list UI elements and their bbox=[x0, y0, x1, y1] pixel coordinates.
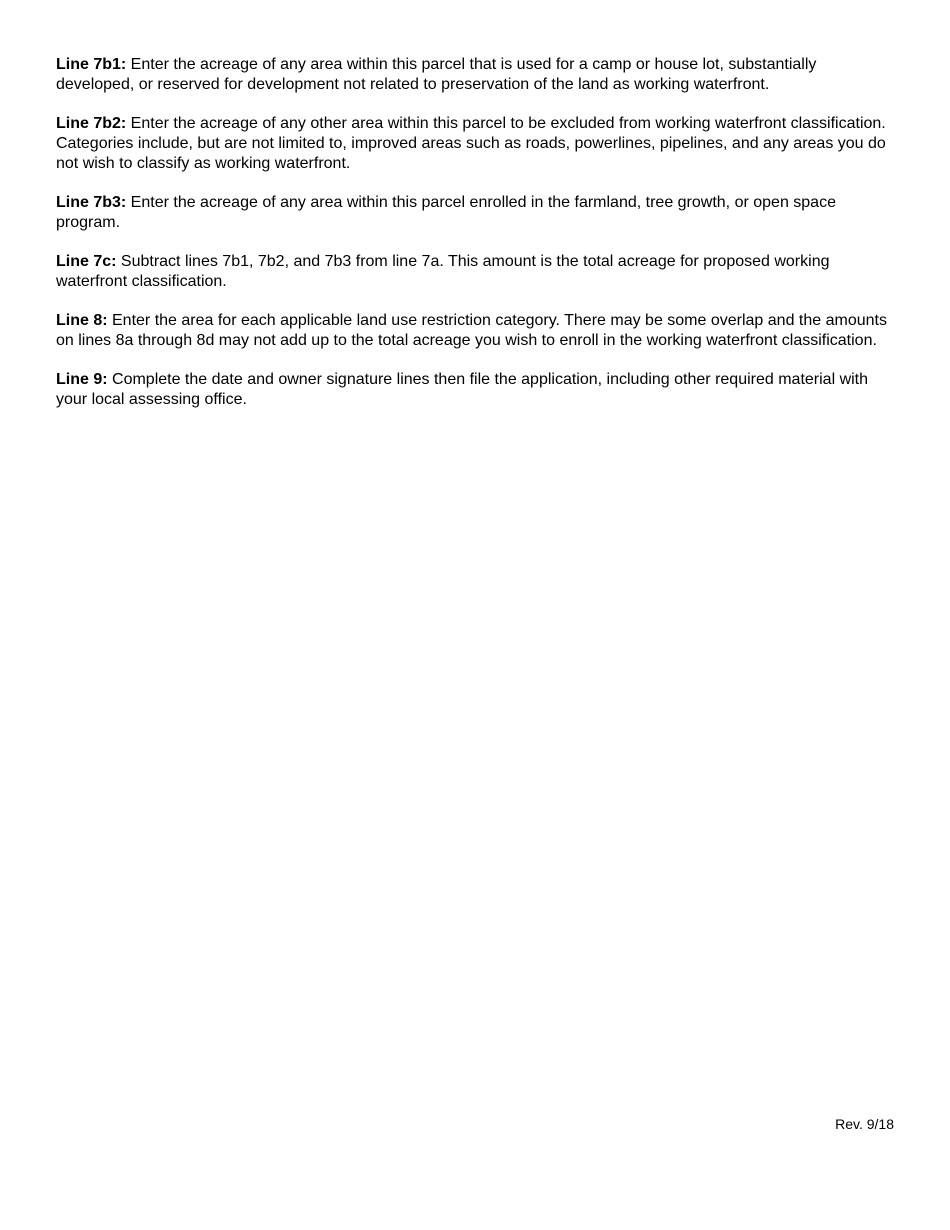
instruction-text: Enter the acreage of any area within this parcel enrolled in the farmland, tree growth, or open space program. bbox=[56, 194, 836, 231]
instruction-text: Enter the acreage of any other area within this parcel to be excluded from working waterfront classification. Categories include, but are not limited to, improved areas such as roads, powerlines, pipelines, and any areas you do not wish to classify as working waterfront. bbox=[56, 115, 886, 172]
instruction-line-7b3 bbox=[56, 193, 896, 233]
instruction-line-7b1 bbox=[56, 55, 896, 95]
instruction-line-8 bbox=[56, 311, 896, 351]
instruction-line-7b2 bbox=[56, 114, 896, 174]
instruction-line-9 bbox=[56, 370, 896, 410]
instruction-label: Line 7b2: bbox=[56, 115, 127, 132]
instruction-label: Line 7b1: bbox=[56, 56, 127, 73]
instruction-text: Enter the area for each applicable land use restriction category. There may be some overlap and the amounts on lines 8a through 8d may not add up to the total acreage you wish to enroll in the working waterfront classification. bbox=[56, 312, 887, 349]
instruction-text: Enter the acreage of any area within this parcel that is used for a camp or house lot, substantially developed, or reserved for development not related to preservation of the land as working waterfront. bbox=[56, 56, 817, 93]
instruction-label: Line 9: bbox=[56, 371, 108, 388]
instruction-text: Subtract lines 7b1, 7b2, and 7b3 from line 7a. This amount is the total acreage for proposed working waterfront classification. bbox=[56, 253, 830, 290]
instruction-label: Line 8: bbox=[56, 312, 108, 329]
instruction-label: Line 7b3: bbox=[56, 194, 127, 211]
instruction-label: Line 7c: bbox=[56, 253, 117, 270]
revision-note: Rev. 9/18 bbox=[835, 1116, 894, 1132]
instruction-text: Complete the date and owner signature lines then file the application, including other required material with your local assessing office. bbox=[56, 371, 869, 408]
instruction-line-7c bbox=[56, 252, 896, 292]
instructions-list bbox=[56, 55, 896, 429]
